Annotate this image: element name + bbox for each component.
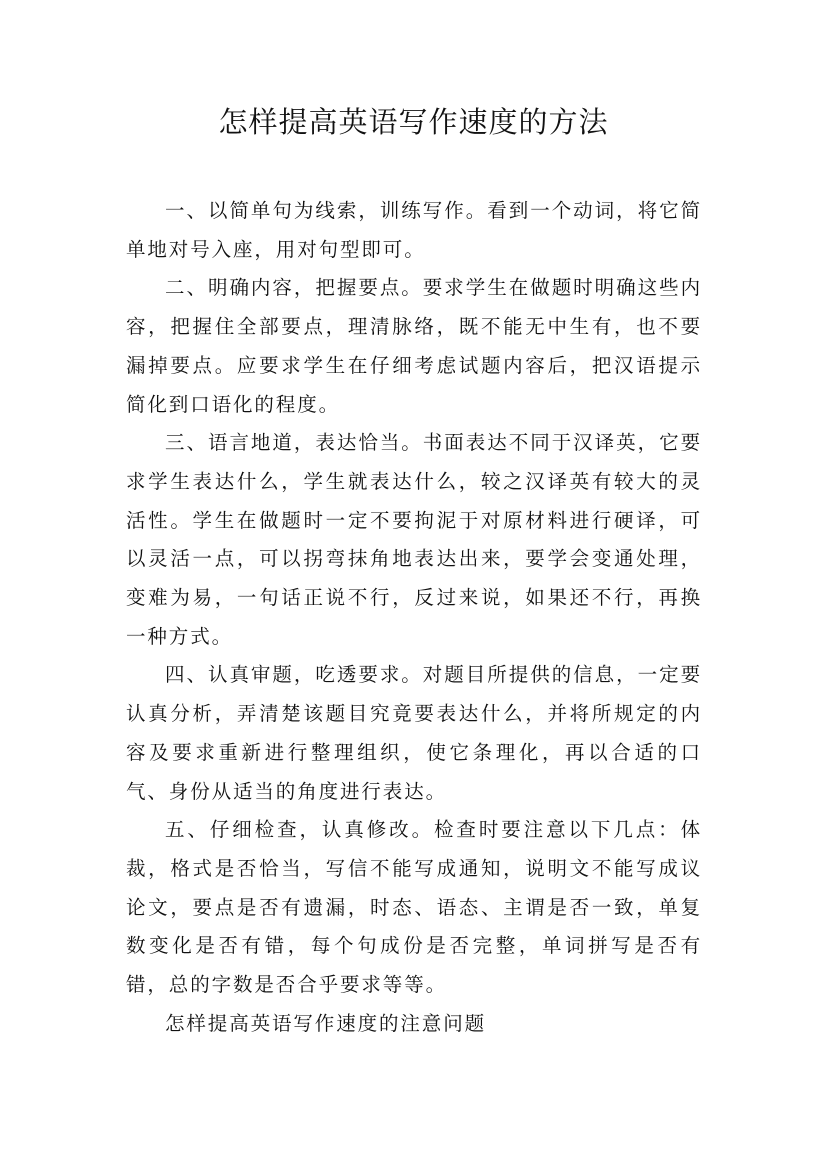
paragraph-2: 二、明确内容，把握要点。要求学生在做题时明确这些内容，把握住全部要点，理清脉络，既不能无中生有，也不要漏掉要点。应要求学生在仔细考虑试题内容后，把汉语提示简化到口语化的程度。 bbox=[126, 276, 702, 416]
paragraph-5: 五、仔细检查，认真修改。检查时要注意以下几点：体裁，格式是否恰当，写信不能写成通知，说明文不能写成议论文，要点是否有遗漏，时态、语态、主谓是否一致，单复数变化是否有错，每个句成份是否完整，单词拼写是否有错，总的字数是否合乎要求等等。 bbox=[126, 818, 702, 997]
section-heading: 怎样提高英语写作速度的注意问题 bbox=[165, 1011, 487, 1035]
paragraph-1: 一、以简单句为线索，训练写作。看到一个动词，将它简单地对号入座，用对句型即可。 bbox=[126, 199, 702, 261]
document-body bbox=[126, 192, 702, 1043]
document-title: 怎样提高英语写作速度的方法 bbox=[218, 105, 609, 139]
paragraph-3: 三、语言地道，表达恰当。书面表达不同于汉译英，它要求学生表达什么，学生就表达什么，较之汉译英有较大的灵活性。学生在做题时一定不要拘泥于对原材料进行硬译，可以灵活一点，可以拐弯抹角地表达出来，要学会变通处理，变难为易，一句话正说不行，反过来说，如果还不行，再换一种方式。 bbox=[126, 431, 702, 648]
paragraph-4: 四、认真审题，吃透要求。对题目所提供的信息，一定要认真分析，弄清楚该题目究竟要表达什么，并将所规定的内容及要求重新进行整理组织，使它条理化，再以合适的口气、身份从适当的角度进行表达。 bbox=[126, 663, 702, 803]
